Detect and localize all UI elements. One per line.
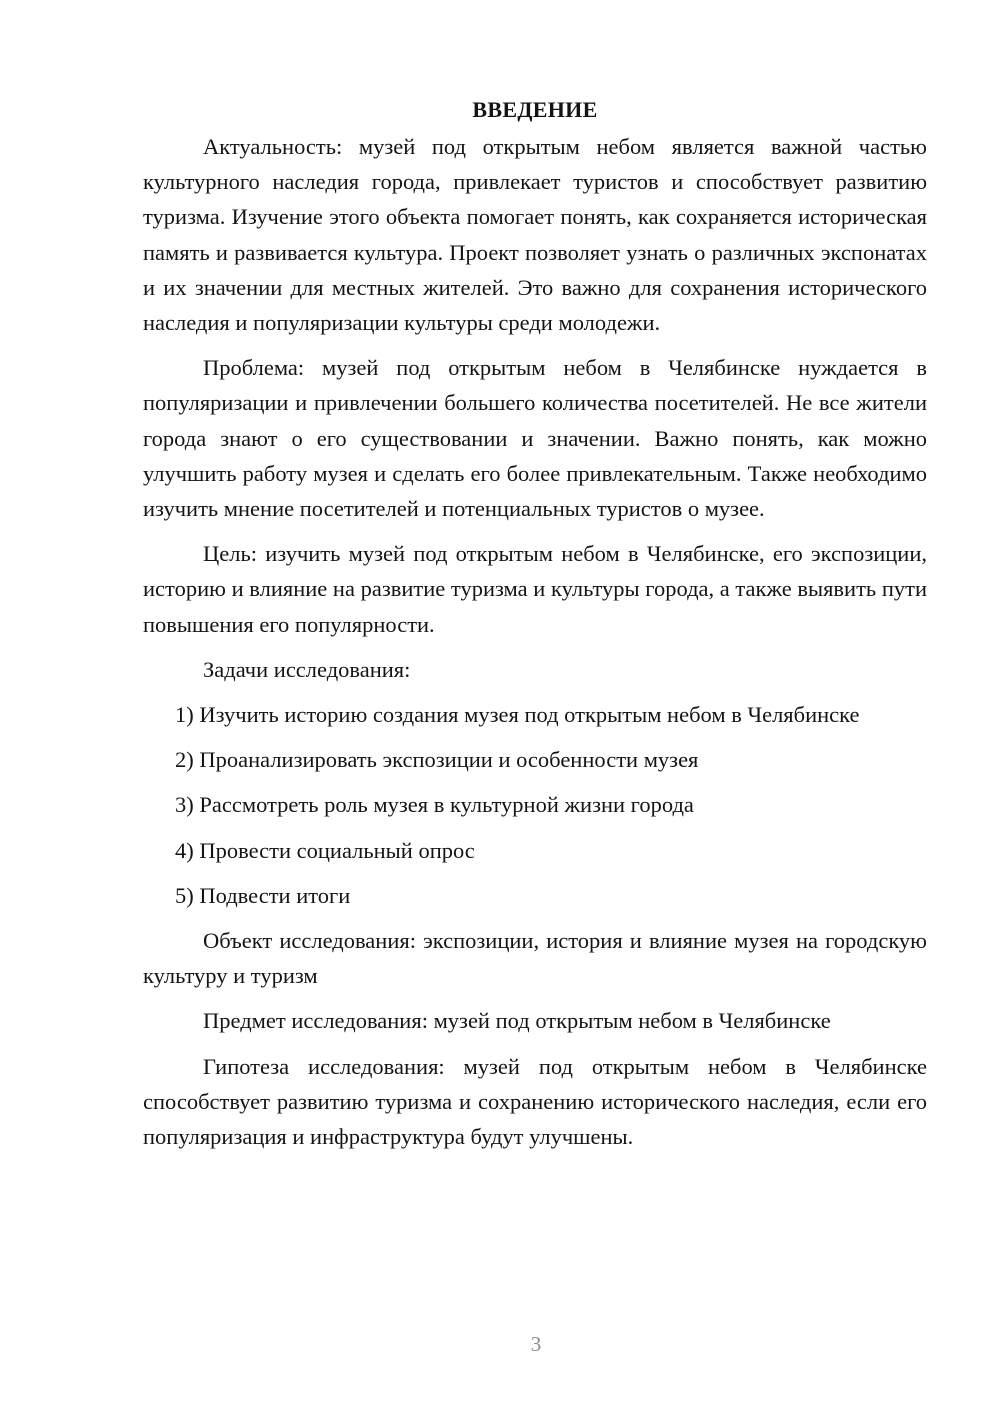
document-body	[143, 92, 927, 1164]
paragraph-tasks-heading: Задачи исследования:	[203, 656, 411, 682]
task-item-3: 3) Рассмотреть роль музея в культурной жизни города	[175, 792, 694, 818]
task-item-1: 1) Изучить историю создания музея под открытым небом в Челябинске	[175, 702, 860, 728]
paragraph-hypothesis: Гипотеза исследования: музей под открытым небом в Челябинске способствует развитию туризма и сохранению исторического наследия, если его популяризация и инфраструктура будут улучшены.	[143, 1053, 927, 1150]
paragraph-goal: Цель: изучить музей под открытым небом в Челябинске, его экспозиции, историю и влияние на развитие туризма и культуры города, а также выявить пути повышения его популярности.	[143, 541, 927, 637]
page-title: ВВЕДЕНИЕ	[472, 97, 598, 122]
task-item-4: 4) Провести социальный опрос	[175, 837, 475, 863]
paragraph-relevance: Актуальность: музей под открытым небом является важной частью культурного наследия города, привлекает туристов и способствует развитию туризма. Изучение этого объекта помогает понять, как сохраняется историческая память и развивается культура. Проект позволяет узнать о различных экспонатах и их значении для местных жителей. Это важно для сохранения исторического наследия и популяризации культуры среди молодежи.	[143, 134, 927, 336]
task-item-2: 2) Проанализировать экспозиции и особенности музея	[175, 747, 699, 773]
task-item-5: 5) Подвести итоги	[175, 882, 351, 908]
paragraph-object: Объект исследования: экспозиции, история и влияние музея на городскую культуру и туризм	[143, 928, 927, 989]
page-number: 3	[530, 1332, 542, 1356]
paragraph-problem: Проблема: музей под открытым небом в Челябинске нуждается в популяризации и привлечении большего количества посетителей. Не все жители города знают о его существовании и значении. Важно понять, как можно улучшить работу музея и сделать его более привлекательным. Также необходимо изучить мнение посетителей и потенциальных туристов о музее.	[143, 355, 927, 522]
paragraph-subject: Предмет исследования: музей под открытым небом в Челябинске	[203, 1008, 831, 1034]
